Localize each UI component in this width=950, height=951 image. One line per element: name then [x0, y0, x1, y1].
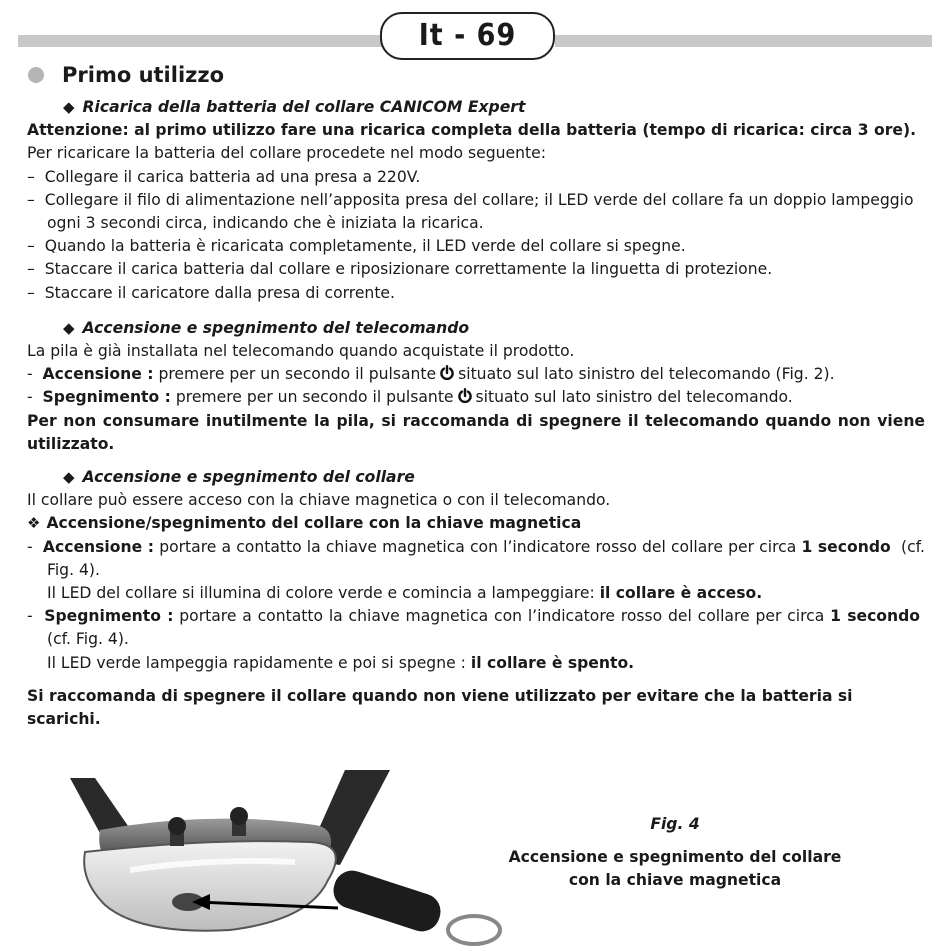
subsection-remote: ◆ Accensione e spegnimento del telecomando — [63, 318, 470, 337]
collar-note: Si raccomanda di spegnere il collare quando non viene utilizzato per evitare che la batteria si scarichi. — [27, 686, 853, 729]
collar-on-item: - Accensione : portare a contatto la chiave magnetica con l’indicatore rosso del collare per circa 1 secondo (cf. Fig. 4). — [27, 537, 925, 579]
collar-intro: Il collare può essere acceso con la chiave magnetica o con il telecomando. — [27, 491, 611, 510]
page-number: It - 69 — [380, 12, 555, 60]
list-item: – Staccare il caricatore dalla presa di corrente. — [27, 283, 395, 302]
collar-magnet-photo — [60, 770, 510, 951]
collar-on-result: Il LED del collare si illumina di colore verde e comincia a lampeggiare: il collare è acceso. — [47, 584, 763, 603]
remote-off-item: - Spegnimento : premere per un secondo il pulsante situato sul lato sinistro del telecomando. — [27, 388, 793, 407]
diamond-icon: ◆ — [63, 318, 75, 337]
key-method-title: ❖ Accensione/spegnimento del collare con la chiave magnetica — [27, 514, 582, 533]
power-icon — [457, 388, 473, 404]
remote-intro: La pila è già installata nel telecomando quando acquistate il prodotto. — [27, 342, 575, 361]
page-body — [27, 96, 925, 731]
list-item: – Quando la batteria è ricaricata completamente, il LED verde del collare si spegne. — [27, 237, 686, 256]
power-icon — [439, 365, 455, 381]
list-item: – Staccare il carica batteria dal collare e riposizionare correttamente la linguetta di protezione. — [27, 260, 773, 279]
header-rule-right — [555, 35, 932, 47]
section-title: Primo utilizzo — [62, 63, 225, 87]
four-diamond-icon: ❖ — [27, 514, 41, 533]
collar-off-item: - Spegnimento : portare a contatto la chiave magnetica con l’indicatore rosso del collare per circa 1 secondo (cf. Fig. 4). — [27, 607, 920, 649]
header-rule-left — [18, 35, 383, 47]
figure-label: Fig. 4 — [650, 815, 700, 833]
collar-off-result: Il LED verde lampeggia rapidamente e poi si spegne : il collare è spento. — [47, 653, 635, 672]
list-item: – Collegare il carica batteria ad una presa a 220V. — [27, 167, 421, 186]
circle-bullet-icon — [28, 67, 44, 83]
remote-on-item: - Accensione : premere per un secondo il pulsante situato sul lato sinistro del telecomando (Fig. 2). — [27, 365, 835, 384]
subsection-charge: ◆ Ricarica della batteria del collare CANICOM Expert — [63, 98, 526, 116]
charge-warning: Attenzione: al primo utilizzo fare una ricarica completa della batteria (tempo di ricarica: circa 3 ore). — [27, 121, 917, 140]
list-item: – Collegare il filo di alimentazione nell’apposita presa del collare; il LED verde del collare fa un doppio lampeggio ogni 3 secondi circa, indicando che è iniziata la ricarica. — [27, 190, 914, 233]
remote-note: Per non consumare inutilmente la pila, si raccomanda di spegnere il telecomando quando non viene utilizzato. — [27, 411, 925, 453]
subsection-collar: ◆ Accensione e spegnimento del collare — [63, 468, 415, 487]
diamond-icon: ◆ — [63, 468, 75, 487]
figure-caption: Accensione e spegnimento del collare con la chiave magnetica — [508, 848, 842, 889]
charge-intro: Per ricaricare la batteria del collare procedete nel modo seguente: — [27, 144, 546, 163]
diamond-icon: ◆ — [63, 98, 75, 116]
